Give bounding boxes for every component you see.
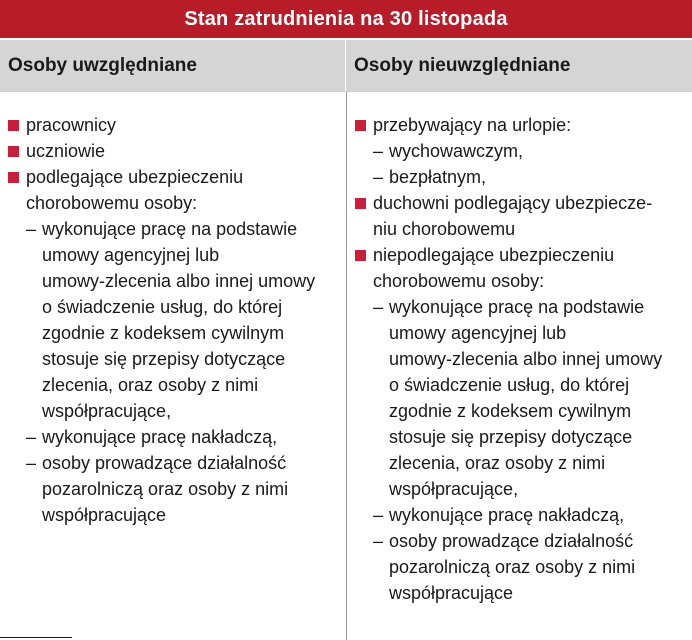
list-item-continuation	[355, 216, 686, 242]
line-text: zlecenia, oraz osoby z nimi	[42, 375, 259, 395]
dash-icon: –	[373, 141, 384, 161]
sub-list-item-continuation	[8, 268, 340, 294]
list-item	[355, 112, 686, 138]
line-text: duchowni podlegający ubezpiecze-	[373, 193, 653, 213]
line-text: współpracujące	[389, 583, 514, 603]
list-item-continuation	[8, 190, 340, 216]
sub-list-item-continuation	[355, 580, 686, 606]
line-text: osoby prowadzące działalność	[42, 453, 287, 473]
bullet-icon	[355, 250, 366, 261]
sub-list-item	[8, 450, 340, 476]
line-text: chorobowemu osoby:	[373, 271, 545, 291]
dash-icon: –	[373, 505, 384, 525]
sub-list-item-continuation	[355, 346, 686, 372]
list-item	[355, 190, 686, 216]
sub-list-item	[355, 502, 686, 528]
line-text: zlecenia, oraz osoby z nimi	[389, 453, 606, 473]
line-text: pozarolniczą oraz osoby z nimi	[389, 557, 636, 577]
header-excluded: Osoby nieuwzględniane	[346, 40, 692, 91]
line-text: współpracujące,	[389, 479, 519, 499]
sub-list-item-continuation	[8, 320, 340, 346]
line-text: chorobowemu osoby:	[26, 193, 198, 213]
sub-list-item-continuation	[8, 372, 340, 398]
sub-list-item	[355, 164, 686, 190]
line-text: o świadczenie usług, do której	[389, 375, 630, 395]
column-headers	[0, 40, 692, 92]
line-text: wykonujące pracę na podstawie	[389, 297, 645, 317]
bullet-icon	[355, 198, 366, 209]
header-included: Osoby uwzględniane	[0, 40, 346, 91]
line-text: umowy-zlecenia albo innej umowy	[42, 271, 316, 291]
sub-list-item-continuation	[8, 502, 340, 528]
column-included	[0, 92, 346, 640]
line-text: uczniowie	[26, 141, 106, 161]
line-text: współpracujące	[42, 505, 167, 525]
sub-list-item	[8, 424, 340, 450]
bullet-icon	[8, 146, 19, 157]
line-text: pozarolniczą oraz osoby z nimi	[42, 479, 289, 499]
line-text: wykonujące pracę nakładczą,	[389, 505, 625, 525]
footer-rule	[0, 637, 72, 638]
dash-icon: –	[373, 297, 384, 317]
sub-list-item	[355, 294, 686, 320]
line-text: niepodlegające ubezpieczeniu	[373, 245, 615, 265]
list-item-continuation	[355, 268, 686, 294]
sub-list-item-continuation	[355, 398, 686, 424]
sub-list-item-continuation	[355, 450, 686, 476]
line-text: zgodnie z kodeksem cywilnym	[42, 323, 285, 343]
line-text: osoby prowadzące działalność	[389, 531, 634, 551]
dash-icon: –	[26, 427, 37, 447]
sub-list-item	[8, 216, 340, 242]
sub-list-item-continuation	[8, 242, 340, 268]
line-text: wychowawczym,	[389, 141, 524, 161]
sub-list-item-continuation	[355, 554, 686, 580]
line-text: podlegające ubezpieczeniu	[26, 167, 244, 187]
table-body	[0, 92, 692, 640]
dash-icon: –	[373, 531, 384, 551]
sub-list-item-continuation	[355, 424, 686, 450]
sub-list-item-continuation	[8, 294, 340, 320]
line-text: stosuje się przepisy dotyczące	[389, 427, 633, 447]
line-text: bezpłatnym,	[389, 167, 487, 187]
line-text: niu chorobowemu	[373, 219, 516, 239]
line-text: o świadczenie usług, do której	[42, 297, 283, 317]
sub-list-item	[355, 528, 686, 554]
line-text: współpracujące,	[42, 401, 172, 421]
list-item	[355, 242, 686, 268]
line-text: zgodnie z kodeksem cywilnym	[389, 401, 632, 421]
bullet-icon	[8, 120, 19, 131]
line-text: umowy-zlecenia albo innej umowy	[389, 349, 663, 369]
line-text: wykonujące pracę na podstawie	[42, 219, 298, 239]
line-text: przebywający na urlopie:	[373, 115, 572, 135]
column-excluded	[346, 92, 692, 640]
bullet-icon	[8, 172, 19, 183]
line-text: pracownicy	[26, 115, 117, 135]
list-item	[8, 138, 340, 164]
bullet-icon	[355, 120, 366, 131]
sub-list-item-continuation	[355, 372, 686, 398]
line-text: umowy agencyjnej lub	[42, 245, 220, 265]
dash-icon: –	[26, 453, 37, 473]
dash-icon: –	[26, 219, 37, 239]
line-text: umowy agencyjnej lub	[389, 323, 567, 343]
line-text: stosuje się przepisy dotyczące	[42, 349, 286, 369]
sub-list-item	[355, 138, 686, 164]
line-text: wykonujące pracę nakładczą,	[42, 427, 278, 447]
sub-list-item-continuation	[8, 476, 340, 502]
table-title: Stan zatrudnienia na 30 listopada	[0, 0, 692, 40]
sub-list-item-continuation	[8, 346, 340, 372]
sub-list-item-continuation	[355, 476, 686, 502]
sub-list-item-continuation	[8, 398, 340, 424]
dash-icon: –	[373, 167, 384, 187]
sub-list-item-continuation	[355, 320, 686, 346]
list-item	[8, 112, 340, 138]
list-item	[8, 164, 340, 190]
